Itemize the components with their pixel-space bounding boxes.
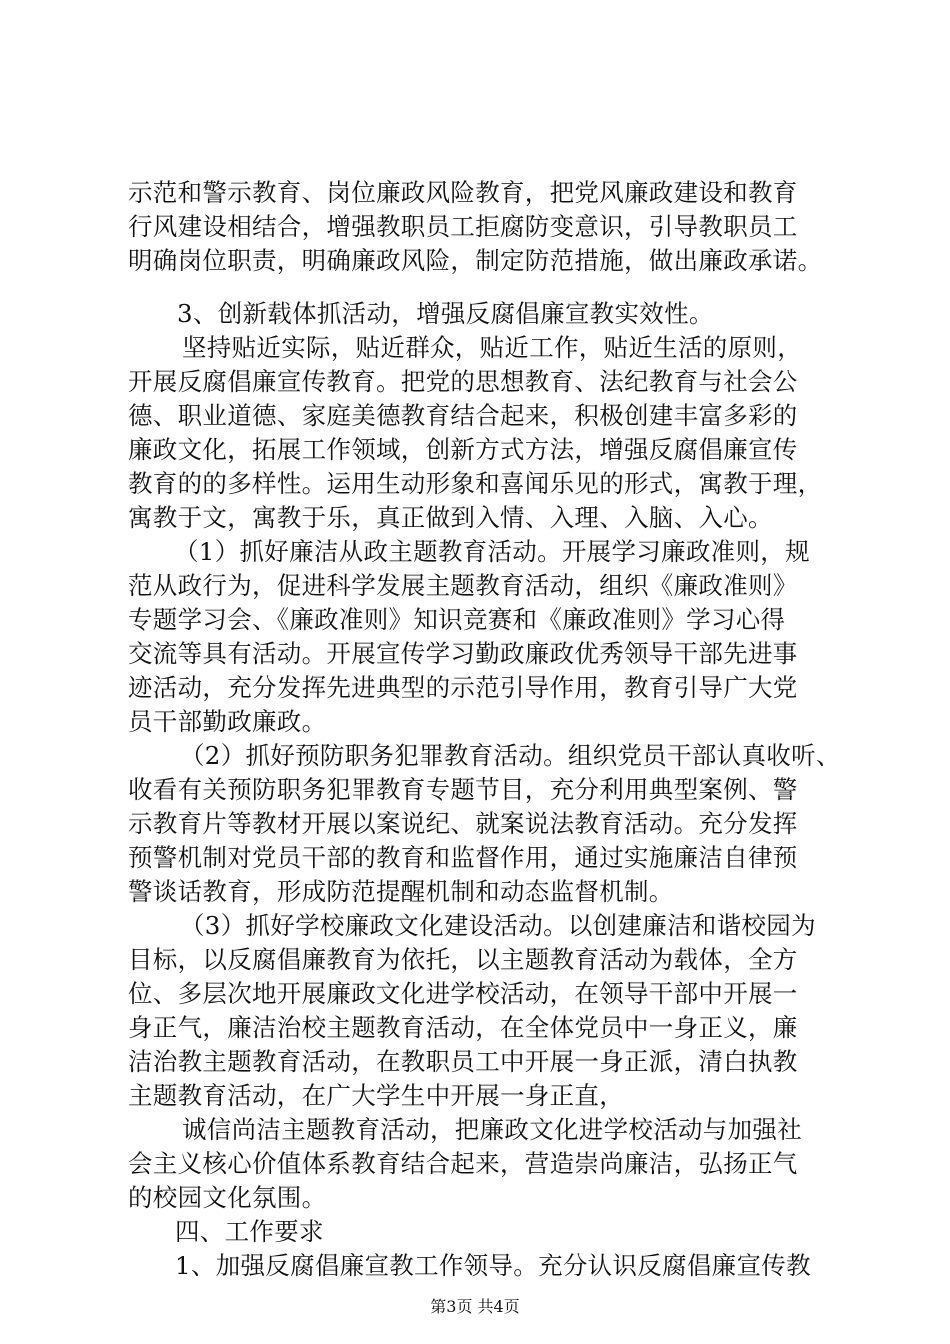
text-line: 开展反腐倡廉宣传教育。把党的思想教育、法纪教育与社会公	[128, 367, 798, 396]
text-line: 警谈话教育，形成防范提醒机制和动态监督机制。	[128, 877, 674, 906]
text-line: 洁治教主题教育活动，在教职员工中开展一身正派，清白执教	[128, 1047, 798, 1076]
text-line: 诚信尚洁主题教育活动，把廉政文化进学校活动与加强社	[182, 1115, 802, 1144]
text-line: 收看有关预防职务犯罪教育专题节目，充分利用典型案例、警	[128, 775, 798, 804]
section-heading: 四、工作要求	[175, 1217, 324, 1246]
text-line: 预警机制对党员干部的教育和监督作用，通过实施廉洁自律预	[128, 843, 798, 872]
text-line: （2）抓好预防职务犯罪教育活动。组织党员干部认真收听、	[180, 741, 841, 770]
text-line: 专题学习会、《廉政准则》知识竞赛和《廉政准则》学习心得	[128, 605, 786, 634]
text-line: 明确岗位职责，明确廉政风险，制定防范措施，做出廉政承诺。	[128, 246, 823, 275]
text-line: 行风建设相结合，增强教职员工拒腐防变意识，引导教职员工	[128, 212, 798, 241]
text-line: 迹活动，充分发挥先进典型的示范引导作用，教育引导广大党	[128, 673, 798, 702]
page-footer: 第3页 共4页	[430, 1297, 520, 1316]
text-line: 会主义核心价值体系教育结合起来，营造崇尚廉洁，弘扬正气	[128, 1149, 798, 1178]
text-line: 位、多层次地开展廉政文化进学校活动，在领导干部中开展一	[128, 979, 798, 1008]
section-heading: 3、创新载体抓活动，增强反腐倡廉宣教实效性。	[177, 299, 714, 328]
text-line: 的校园文化氛围。	[128, 1183, 327, 1212]
text-line: 示教育片等教材开展以案说纪、就案说法教育活动。充分发挥	[128, 809, 798, 838]
text-line: 员干部勤政廉政。	[128, 707, 327, 736]
text-line: 1、加强反腐倡廉宣教工作领导。充分认识反腐倡廉宣传教	[175, 1251, 811, 1280]
text-line: 示范和警示教育、岗位廉政风险教育，把党风廉政建设和教育	[128, 178, 798, 207]
text-line: 主题教育活动，在广大学生中开展一身正直，	[128, 1081, 624, 1110]
text-line: 寓教于文，寓教于乐，真正做到入情、入理、入脑、入心。	[128, 503, 773, 532]
text-line: 范从政行为，促进科学发展主题教育活动，组织《廉政准则》	[128, 571, 798, 600]
text-line: 廉政文化，拓展工作领域，创新方式方法，增强反腐倡廉宣传	[128, 435, 798, 464]
text-line: 坚持贴近实际，贴近群众，贴近工作，贴近生活的原则，	[182, 333, 802, 362]
text-line: （3）抓好学校廉政文化建设活动。以创建廉洁和谐校园为	[180, 911, 816, 940]
text-line: 交流等具有活动。开展宣传学习勤政廉政优秀领导干部先进事	[128, 639, 798, 668]
text-line: （1）抓好廉洁从政主题教育活动。开展学习廉政准则，规	[174, 537, 810, 566]
text-line: 身正气，廉洁治校主题教育活动，在全体党员中一身正义，廉	[128, 1013, 798, 1042]
text-line: 教育的的多样性。运用生动形象和喜闻乐见的形式，寓教于理，	[128, 469, 823, 498]
text-line: 目标，以反腐倡廉教育为依托，以主题教育活动为载体，全方	[128, 945, 798, 974]
text-line: 德、职业道德、家庭美德教育结合起来，积极创建丰富多彩的	[128, 401, 798, 430]
